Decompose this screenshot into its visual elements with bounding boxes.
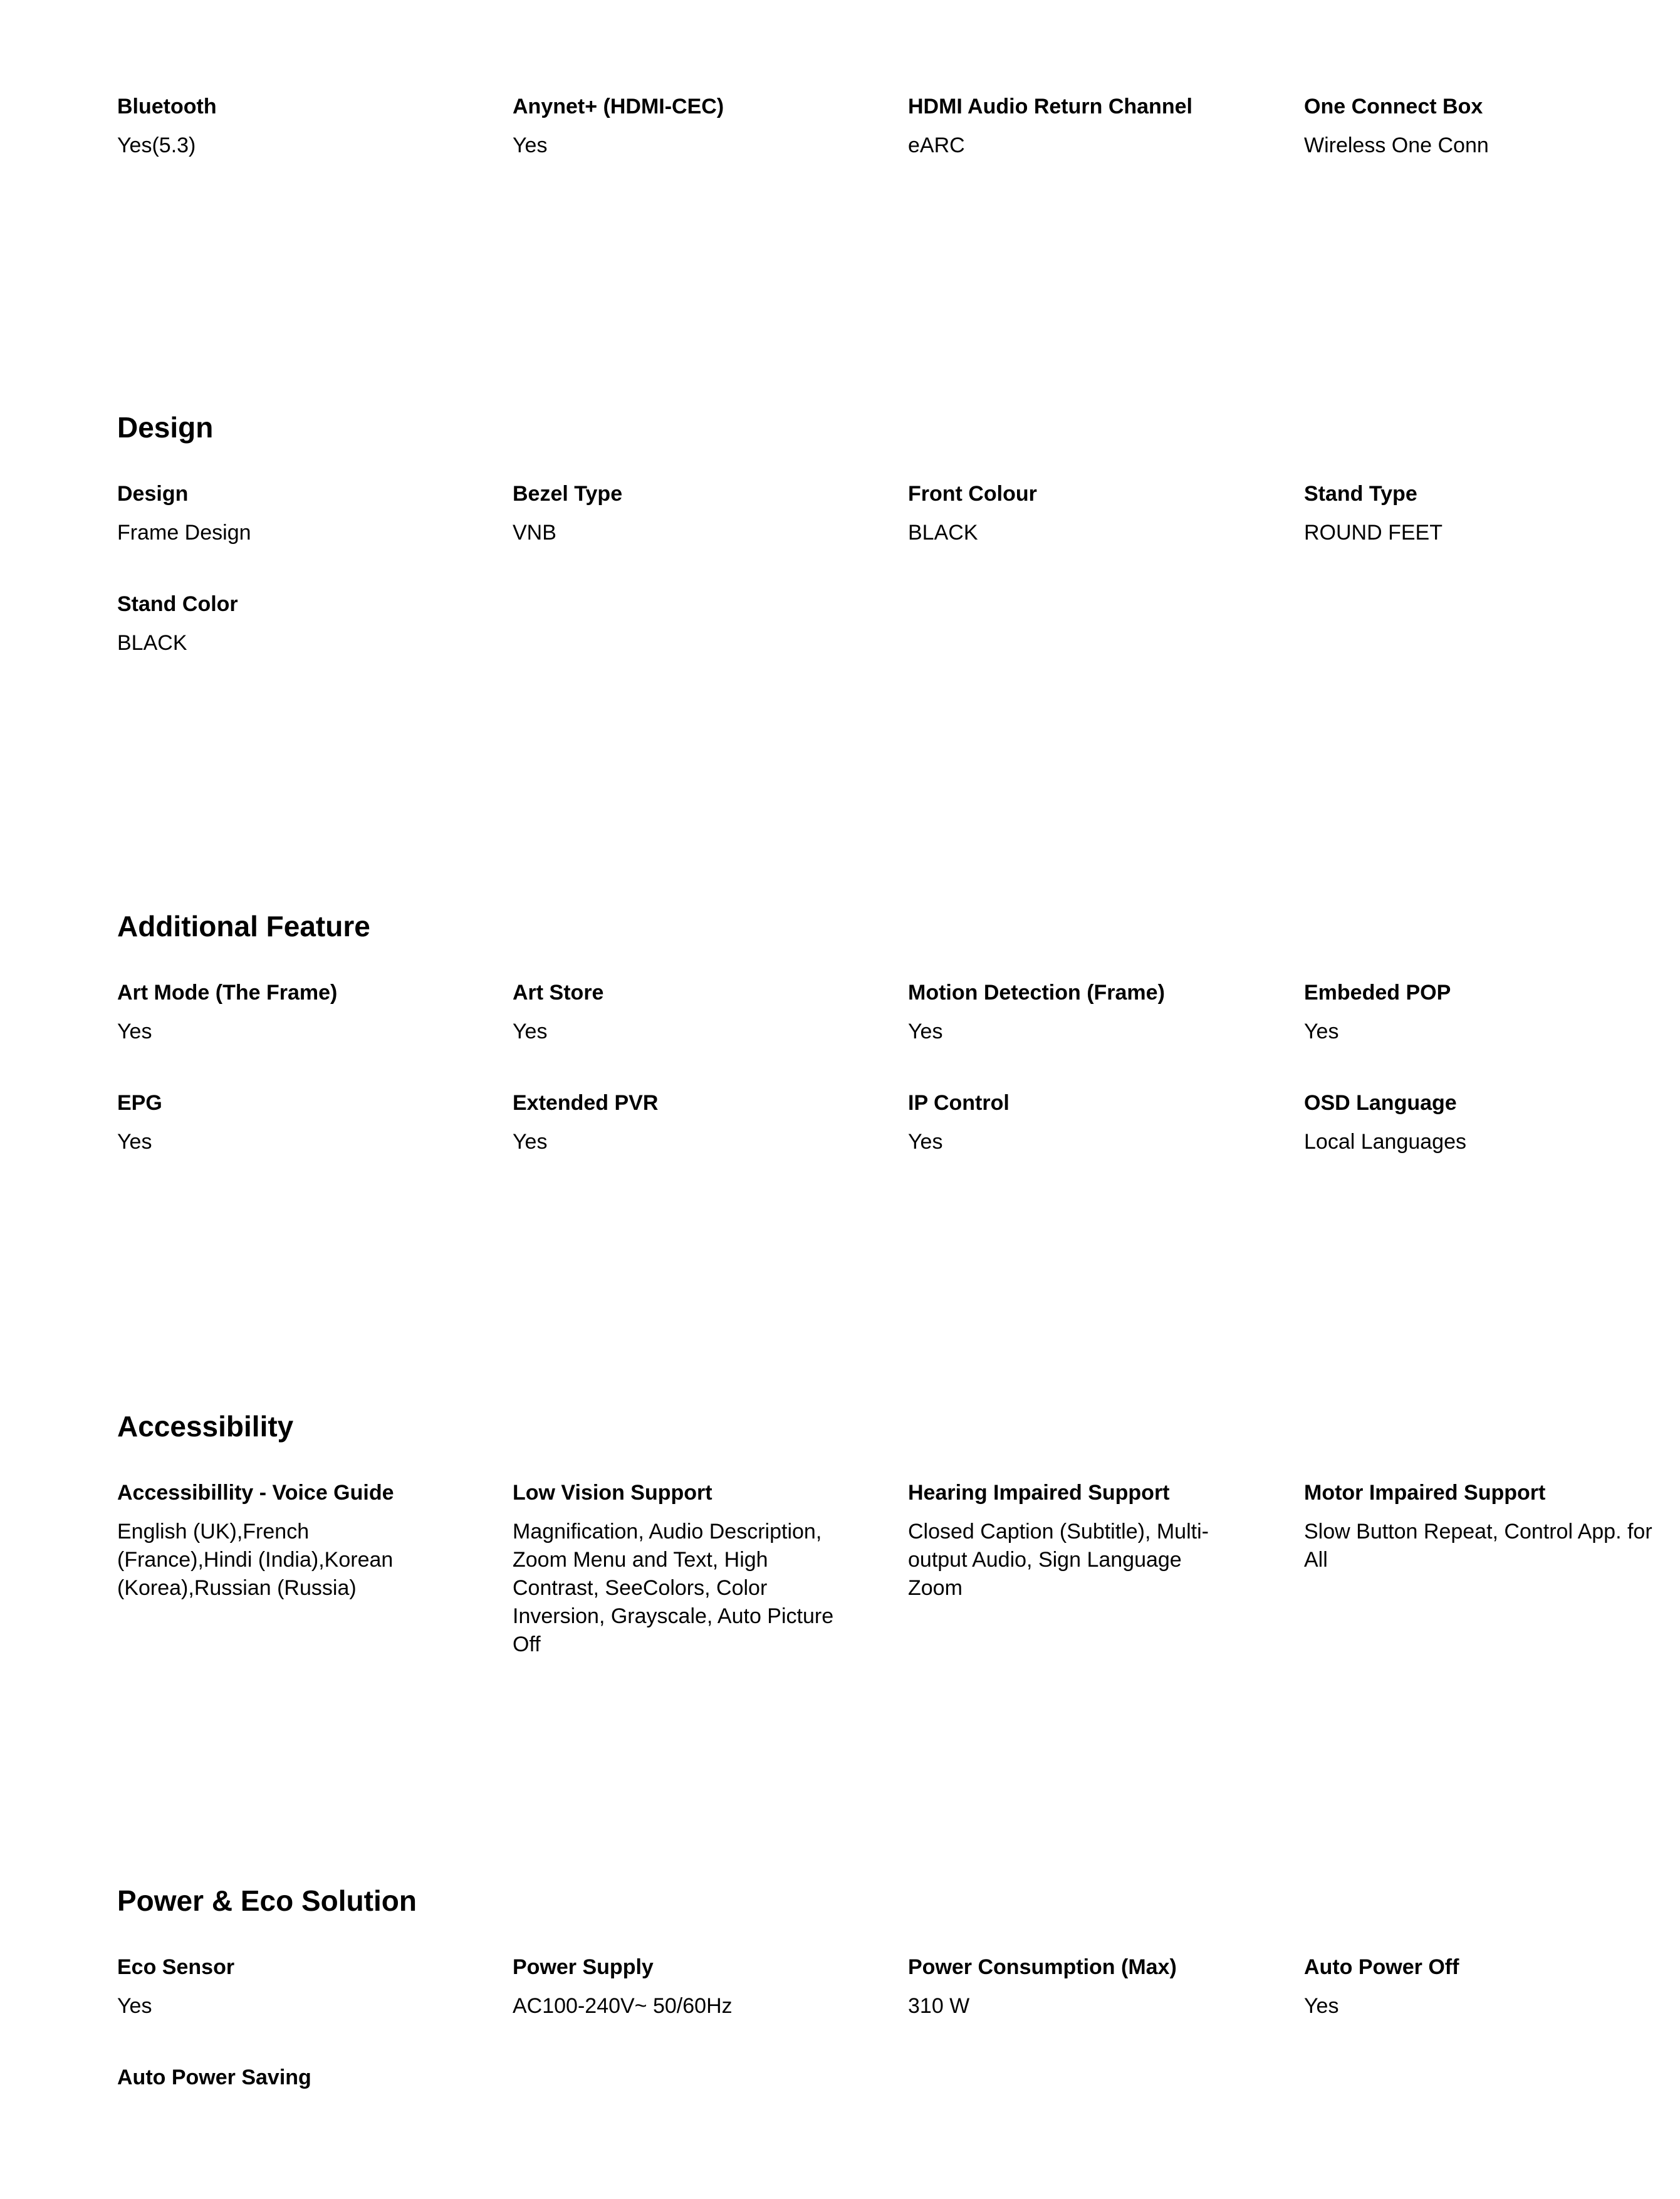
spec-value: Yes: [117, 1020, 152, 1043]
spec-value: Slow Button Repeat, Control App. for All: [1304, 1520, 1652, 1572]
spec-row: [117, 2065, 1555, 2128]
design-section: [117, 411, 1555, 674]
spec-value: VNB: [513, 521, 556, 545]
spec-hearing-impaired-support: [908, 1480, 1240, 1602]
spec-value: eARC: [908, 133, 965, 157]
section-title: Additional Feature: [117, 910, 370, 943]
spec-value: Magnification, Audio Description, Zoom Menu and Text, High Contrast, SeeColors, Color Inversion, Grayscale, Auto Picture Off: [513, 1520, 834, 1656]
spec-value: Frame Design: [117, 521, 251, 545]
spec-stand-type: [1304, 481, 1475, 547]
spec-eco-sensor: [117, 1955, 449, 2020]
accessibility-section: [117, 1410, 1652, 1673]
spec-one-connect-box: [1304, 94, 1489, 160]
spec-stand-color: [117, 592, 449, 657]
spec-bezel-type: [513, 481, 845, 547]
spec-extended-pvr: [513, 1090, 845, 1156]
spec-label: Power Consumption (Max): [908, 1955, 1177, 1979]
spec-label: IP Control: [908, 1091, 1010, 1115]
spec-value: Yes(5.3): [117, 133, 196, 157]
power-eco-section: [117, 1884, 1555, 2135]
spec-motor-impaired-support: [1304, 1480, 1652, 1574]
spec-label: Power Supply: [513, 1955, 654, 1979]
spec-value: Local Languages: [1304, 1130, 1467, 1154]
spec-label: Extended PVR: [513, 1091, 659, 1115]
spec-label: Stand Color: [117, 592, 238, 616]
spec-label: Bezel Type: [513, 482, 623, 506]
spec-art-store: [513, 980, 845, 1046]
spec-label: Stand Type: [1304, 482, 1417, 506]
spec-osd-language: [1304, 1090, 1475, 1156]
spec-front-colour: [908, 481, 1240, 547]
spec-row: [117, 94, 1555, 244]
spec-label: Accessibillity - Voice Guide: [117, 1481, 394, 1505]
spec-label: Anynet+ (HDMI-CEC): [513, 95, 724, 118]
spec-value: AC100-240V~ 50/60Hz: [513, 1994, 733, 2018]
spec-row: [117, 1090, 1555, 1172]
spec-value: Yes: [908, 1130, 943, 1154]
spec-hdmi-arc: [908, 94, 1240, 160]
spec-label: Bluetooth: [117, 95, 217, 118]
spec-label: Motor Impaired Support: [1304, 1481, 1546, 1505]
spec-value: BLACK: [908, 521, 978, 545]
spec-value: Yes: [908, 1020, 943, 1043]
spec-value: Yes: [513, 1130, 548, 1154]
section-title: Power & Eco Solution: [117, 1884, 417, 1917]
spec-label: Low Vision Support: [513, 1481, 712, 1505]
spec-row: [117, 1480, 1652, 1668]
spec-value: Yes: [513, 133, 548, 157]
spec-ip-control: [908, 1090, 1240, 1156]
section-title: Accessibility: [117, 1410, 294, 1443]
spec-label: Embeded POP: [1304, 981, 1451, 1005]
spec-label: Design: [117, 482, 189, 506]
spec-embeded-pop: [1304, 980, 1475, 1046]
spec-power-consumption: [908, 1955, 1240, 2020]
spec-value: Yes: [1304, 1020, 1339, 1043]
spec-label: Auto Power Saving: [117, 2066, 311, 2089]
spec-design: [117, 481, 449, 547]
spec-anynet: [513, 94, 845, 160]
spec-value: Closed Caption (Subtitle), Multi-output Audio, Sign Language Zoom: [908, 1520, 1209, 1600]
additional-feature-section: [117, 910, 1555, 1173]
spec-auto-power-off: [1304, 1955, 1475, 2020]
spec-value: BLACK: [117, 631, 187, 655]
spec-label: Front Colour: [908, 482, 1037, 506]
section-title: Design: [117, 411, 214, 444]
spec-value: ROUND FEET: [1304, 521, 1443, 545]
spec-label: Motion Detection (Frame): [908, 981, 1165, 1005]
spec-label: Art Store: [513, 981, 604, 1005]
spec-voice-guide: [117, 1480, 449, 1602]
spec-label: One Connect Box: [1304, 95, 1483, 118]
spec-value: Yes: [117, 1994, 152, 2018]
spec-value: 310 W: [908, 1994, 970, 2018]
connectivity-section: [117, 94, 1555, 207]
spec-epg: [117, 1090, 449, 1156]
spec-label: Auto Power Off: [1304, 1955, 1459, 1979]
spec-label: Hearing Impaired Support: [908, 1481, 1170, 1505]
spec-auto-power-saving: [117, 2065, 449, 2102]
spec-label: Art Mode (The Frame): [117, 981, 338, 1005]
spec-bluetooth: [117, 94, 449, 160]
spec-value: Wireless One Conn: [1304, 133, 1489, 157]
spec-row: [117, 592, 1555, 673]
spec-value: Yes: [513, 1020, 548, 1043]
spec-value: English (UK),French (France),Hindi (India),Korean (Korea),Russian (Russia): [117, 1520, 394, 1600]
spec-value: Yes: [117, 1130, 152, 1154]
spec-label: HDMI Audio Return Channel: [908, 95, 1192, 118]
spec-value: Yes: [1304, 1994, 1339, 2018]
spec-label: OSD Language: [1304, 1091, 1457, 1115]
spec-label: EPG: [117, 1091, 162, 1115]
spec-power-supply: [513, 1955, 845, 2020]
spec-art-mode: [117, 980, 449, 1046]
spec-motion-detection: [908, 980, 1240, 1046]
spec-label: Eco Sensor: [117, 1955, 235, 1979]
spec-low-vision-support: [513, 1480, 845, 1659]
